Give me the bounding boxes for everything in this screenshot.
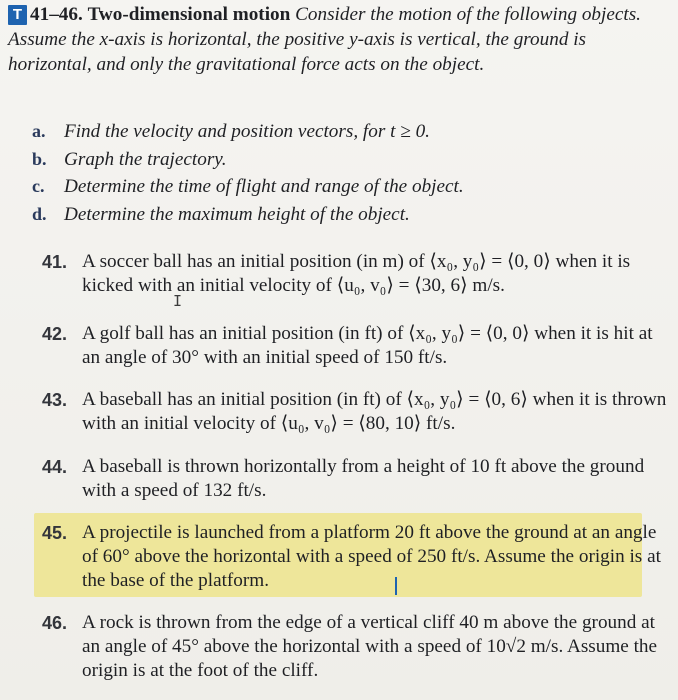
problem-set-title: Two-dimensional motion (87, 4, 291, 25)
text-caret (395, 577, 397, 595)
task-item: c. Determine the time of flight and range of the object. (32, 176, 464, 197)
problem-set-intro (8, 2, 668, 77)
task-item: d. Determine the maximum height of the object. (32, 203, 410, 225)
task-list (32, 118, 672, 228)
problem-range: 41–46. (30, 4, 83, 25)
task-item: a. Find the velocity and position vectors, for t ≥ 0. (32, 121, 430, 142)
technology-badge-icon: T (8, 5, 27, 25)
intro-text: Consider the motion of the following objects. Assume the x-axis is horizontal, the positive y-axis is vertical, the ground is horizontal, and only the gravitational force acts on the object. (8, 4, 641, 75)
task-item: b. Graph the trajectory. (32, 148, 227, 170)
i-beam-cursor-icon: I (173, 292, 183, 310)
textbook-page: T 41–46. Two-dimensional motion Consider the motion of the following objects. Assume the x-axis is horizontal, the positive y-axis is vertical, the ground is horizontal, and only the gravitational force acts on the object. a. Find the velocity and position vectors, for t ≥ 0. b. Graph the trajectory. c. Determine the time of flight and range of the object. d. Determine the maximum height of the object. 41. A soccer ball has an initial position (in m) of ⟨x₀, y₀⟩ = ⟨0, 0⟩ when it is kicked with an initial velocity of ⟨u₀, v₀⟩ = ⟨30, 6⟩ m/s. 42. A golf ball has an initial position (in ft) of ⟨x₀, y₀⟩ = ⟨0, 0⟩ when it is hit at an angle of 30° with an initial speed of 150 ft/s. 43. A baseball has an initial position (in ft) of ⟨x₀, y₀⟩ = ⟨0, 6⟩ when it is thrown with an initial velocity of ⟨u₀, v₀⟩ = ⟨80, 10⟩ ft/s. 44. A baseball is thrown horizontally from a height of 10 ft above the ground with a speed of 132 ft/s. 45. A projectile is launched from a platform 20 ft above the ground at an angle of 60° above the horizontal with a speed of 250 ft/s. Assume the origin is at the base of the platform. 46. A rock is thrown from the edge of a vertical cliff 40 m above the ground at an angle of 45° above the horizontal with a speed of 10√2 m/s. Assume the origin is at the foot of the cliff. I (0, 0, 678, 700)
